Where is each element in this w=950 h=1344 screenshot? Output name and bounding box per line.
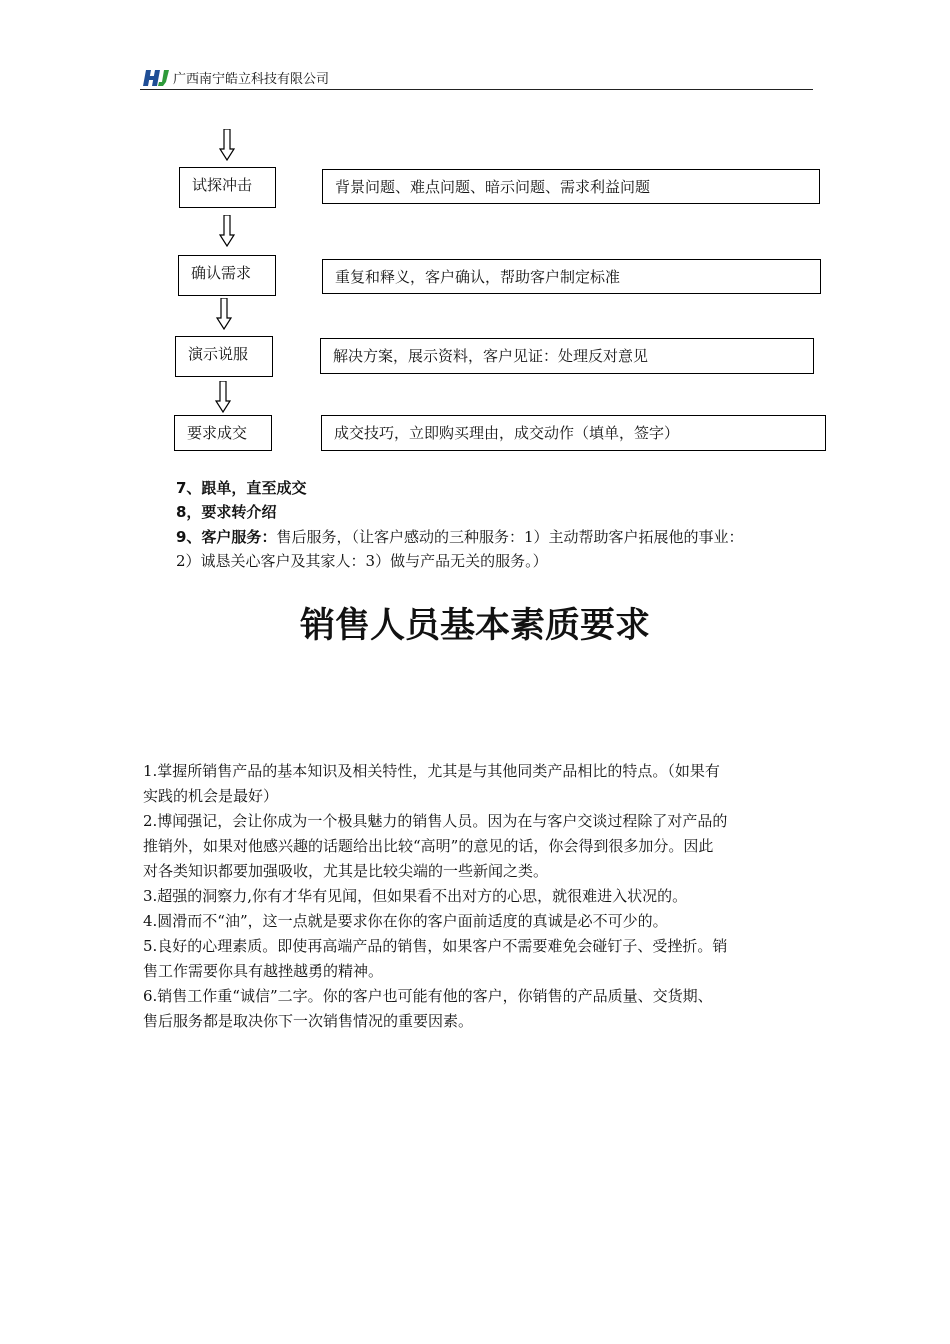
down-arrow-icon	[216, 298, 232, 330]
flow-desc-close: 成交技巧，立即购买理由，成交动作（填单，签字）	[321, 415, 826, 451]
down-arrow-icon	[219, 129, 235, 161]
flow-desc-probe: 背景问题、难点问题、暗示问题、需求利益问题	[322, 169, 820, 204]
text-line: 4.圆滑而不“油”，这一点就是要求你在你的客户面前适度的真诚是必不可少的。	[143, 912, 668, 930]
text-line: 6.销售工作重“诚信”二字。你的客户也可能有他的客户，你销售的产品质量、交货期、	[143, 987, 713, 1005]
company-logo	[143, 68, 173, 88]
section-title: 销售人员基本素质要求	[299, 606, 650, 646]
flow-step-probe: 试探冲击	[179, 167, 276, 208]
item-follow-up: 7、跟单，直至成交	[176, 479, 307, 497]
down-arrow-icon	[215, 381, 231, 413]
text-line: 3.超强的洞察力,你有才华有见闻，但如果看不出对方的心思，就很难进入状况的。	[143, 887, 688, 905]
item-customer-service-cont: 2）诚恳关心客户及其家人：3）做与产品无关的服务。）	[176, 552, 548, 570]
flow-step-close: 要求成交	[174, 415, 272, 451]
header-divider	[140, 89, 813, 90]
item-customer-service-text: 售后服务，（让客户感动的三种服务：1）主动帮助客户拓展他的事业：	[276, 528, 744, 546]
text-line: 2.博闻强记，会让你成为一个极具魅力的销售人员。因为在与客户交谈过程除了对产品的	[143, 812, 728, 830]
text-line: 推销外，如果对他感兴趣的话题给出比较“高明”的意见的话，你会得到很多加分。因此	[143, 837, 714, 855]
text-line: 5.良好的心理素质。即使再高端产品的销售，如果客户不需要难免会碰钉子、受挫折。销	[143, 937, 728, 955]
flow-desc-demo: 解决方案，展示资料，客户见证：处理反对意见	[320, 338, 814, 374]
text-line: 实践的机会是最好）	[143, 787, 279, 805]
text-line: 对各类知识都要加强吸收，尤其是比较尖端的一些新闻之类。	[143, 862, 549, 880]
text-line: 售工作需要你具有越挫越勇的精神。	[143, 962, 384, 980]
text-line: 1.掌握所销售产品的基本知识及相关特性，尤其是与其他同类产品相比的特点。（如果有	[143, 762, 720, 780]
flow-step-confirm: 确认需求	[178, 255, 276, 296]
company-name: 广西南宁皓立科技有限公司	[173, 72, 330, 87]
item-referral: 8，要求转介绍	[176, 503, 277, 521]
text-line: 售后服务都是取决你下一次销售情况的重要因素。	[143, 1012, 474, 1030]
down-arrow-icon	[219, 215, 235, 247]
flow-step-demo: 演示说服	[175, 336, 273, 377]
item-customer-service	[176, 527, 744, 547]
flow-desc-confirm: 重复和释义，客户确认，帮助客户制定标准	[322, 259, 821, 294]
item-customer-service-label: 9、客户服务：	[176, 528, 277, 546]
